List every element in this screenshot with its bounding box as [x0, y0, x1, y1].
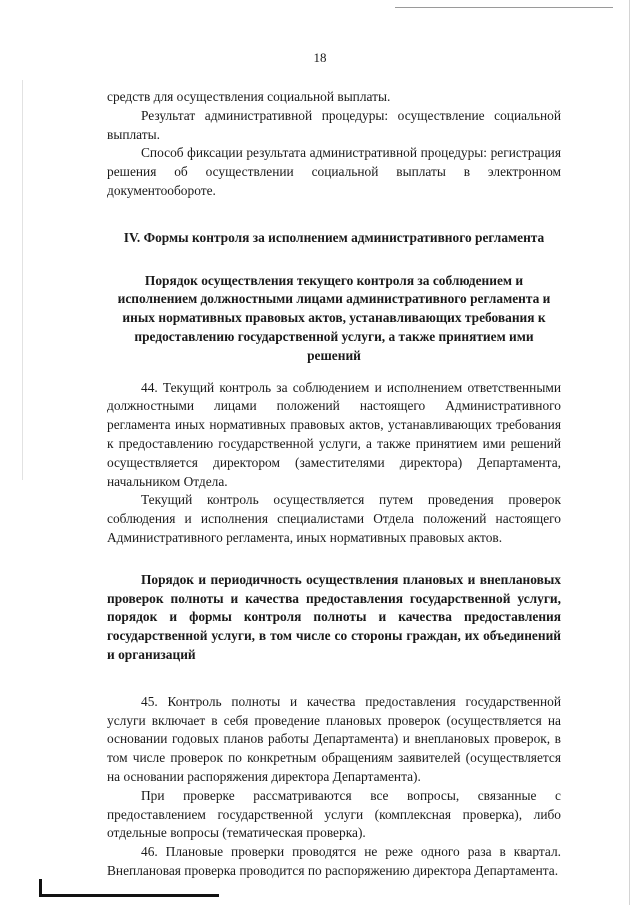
subsection-title-current-control: Порядок осуществления текущего контроля за соблюдением и исполнением должностными лицами административного регламента и иных нормативных правовых актов, устанавливающих требования к предоставлению государственной услуги, а также принятием ими решений — [117, 272, 551, 363]
scan-artifact-top-line — [395, 7, 613, 8]
paragraph-45-continued: При проверке рассматриваются все вопросы, связанные с предоставлением государственной услуги (комплексная проверка), либо отдельные вопросы (тематическая проверка). — [107, 787, 561, 841]
subsection-title-inspections: Порядок и периодичность осуществления плановых и внеплановых проверок полноты и качества предоставления государственной услуги, порядок и формы контроля полноты и качества предоставления государственной услуги, в том числе со стороны граждан, их объединений и организаций — [107, 571, 561, 662]
paragraph-continuation: средств для осуществления социальной выплаты. — [107, 89, 391, 104]
paragraph-45: 45. Контроль полноты и качества предоставления государственной услуги включает в себя проведение плановых проверок (осуществляется на основании годовых планов работы Департамента) и внеплановых проверок, в том числе проверок по конкретным обращениям заявителей (осуществляется на основании распоряжения директора Департамента). — [107, 693, 561, 784]
paragraph-fixation: Способ фиксации результата административной процедуры: регистрация решения об осуществлении социальной выплаты в электронном документообороте. — [107, 145, 561, 198]
document-body — [107, 88, 561, 881]
scan-artifact-right-edge — [629, 0, 630, 905]
section-title: IV. Формы контроля за исполнением административного регламента — [123, 229, 545, 245]
scan-corner-mark — [39, 879, 219, 897]
paragraph-44-continued: Текущий контроль осуществляется путем проведения проверок соблюдения и исполнения специалистами Отдела положений настоящего Административного регламента, иных нормативных правовых актов. — [107, 492, 561, 545]
page-number: 18 — [313, 50, 327, 65]
paragraph-44: 44. Текущий контроль за соблюдением и исполнением ответственными должностными лицами положений настоящего Административного регламента иных нормативных правовых актов, устанавливающих требования к предоставлению государственной услуги, а также принятием ими решений осуществляется директором (заместителями директора) Департамента, начальником Отдела. — [107, 379, 561, 489]
scan-artifact-left-edge — [22, 80, 23, 480]
paragraph-46: 46. Плановые проверки проводятся не реже одного раза в квартал. Внеплановая проверка проводится по распоряжению директора Департамента. — [107, 844, 561, 878]
paragraph-result: Результат административной процедуры: осуществление социальной выплаты. — [107, 107, 561, 142]
